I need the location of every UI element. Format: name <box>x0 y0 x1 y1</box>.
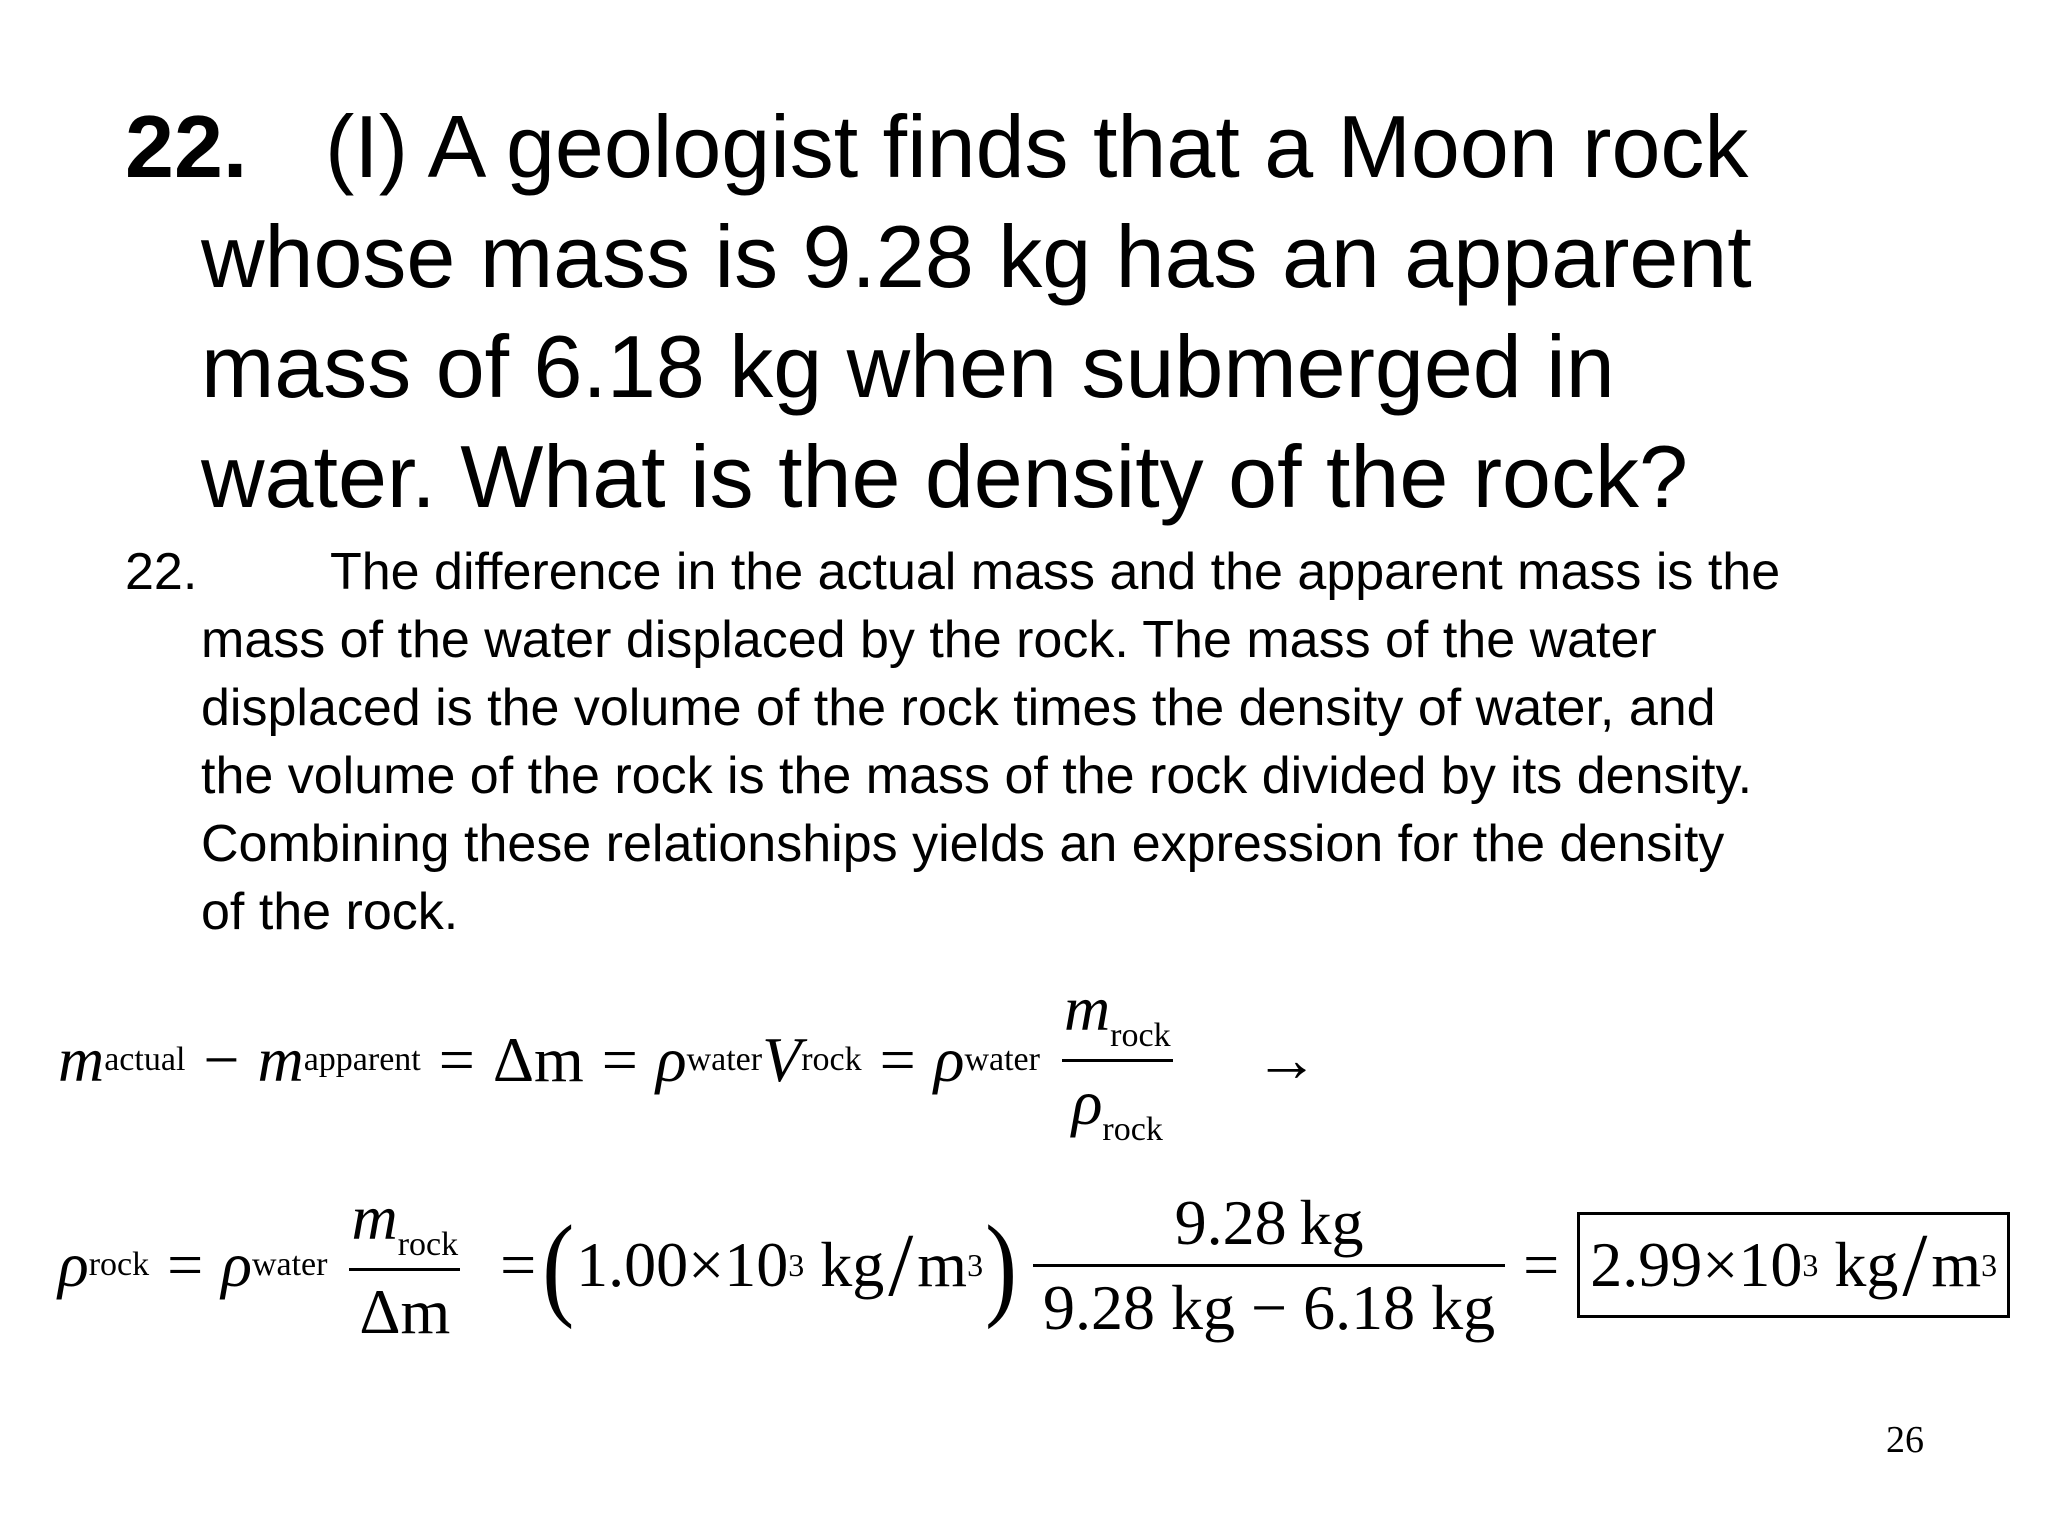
solution-line-2: mass of the water displaced by the rock. The mass of the water <box>201 611 1657 669</box>
arrow-icon: → <box>1254 1024 1319 1095</box>
fraction-mass-ratio: $\frac{9.28 kg}{9.28 kg - 6.18 kg}$ <box>1033 1186 1505 1345</box>
problem-line-3: mass of 6.18 kg when submerged in <box>201 317 1615 416</box>
problem-statement <box>125 92 2005 532</box>
problem-line-2: whose mass is 9.28 kg has an apparent <box>201 207 1752 306</box>
solution-number: 22. <box>125 543 198 601</box>
solution-line-4: the volume of the rock is the mass of the rock divided by its density. <box>201 747 1753 805</box>
problem-number: 22. <box>125 97 248 196</box>
solution-line-5: Combining these relationships yields an expression for the density <box>201 815 1725 873</box>
final-answer-box: 2.99×10 3 kg / m 3 <box>1577 1212 2010 1318</box>
solution-line-3: displaced is the volume of the rock times the density of water, and <box>201 679 1716 737</box>
page-number: 26 <box>1886 1419 1924 1461</box>
fraction-m-over-delta-m: $\frac{m_{rock}}{\Delta m}$ <box>341 1181 468 1349</box>
fraction-m-over-rho: $\frac{m_{rock}}{\rho_{rock}}$ <box>1054 972 1181 1149</box>
equation-density: ρ rock = ρ water $\frac{m_{rock}}{\Delta m}$ = ( 1.00×10 3 kg / m 3 ) $\frac{9.28 kg}{9.28 kg - 6.18 kg}$ = 2.99×10 3 kg / m 3 <box>58 1175 2010 1355</box>
solution-text <box>125 538 2025 946</box>
problem-line-1: 22. (I) A geologist finds that a Moon rock <box>125 92 2005 202</box>
solution-line-6: of the rock. <box>201 883 459 941</box>
solution-line-1: 22. The difference in the actual mass and the apparent mass is the <box>125 538 2025 606</box>
equation-buoyancy: m actual − m apparent = Δm = ρ water V rock = ρ water $\frac{m_{rock}}{\rho_{rock}}$ → <box>58 972 1319 1148</box>
problem-line-4: water. What is the density of the rock? <box>201 427 1688 526</box>
